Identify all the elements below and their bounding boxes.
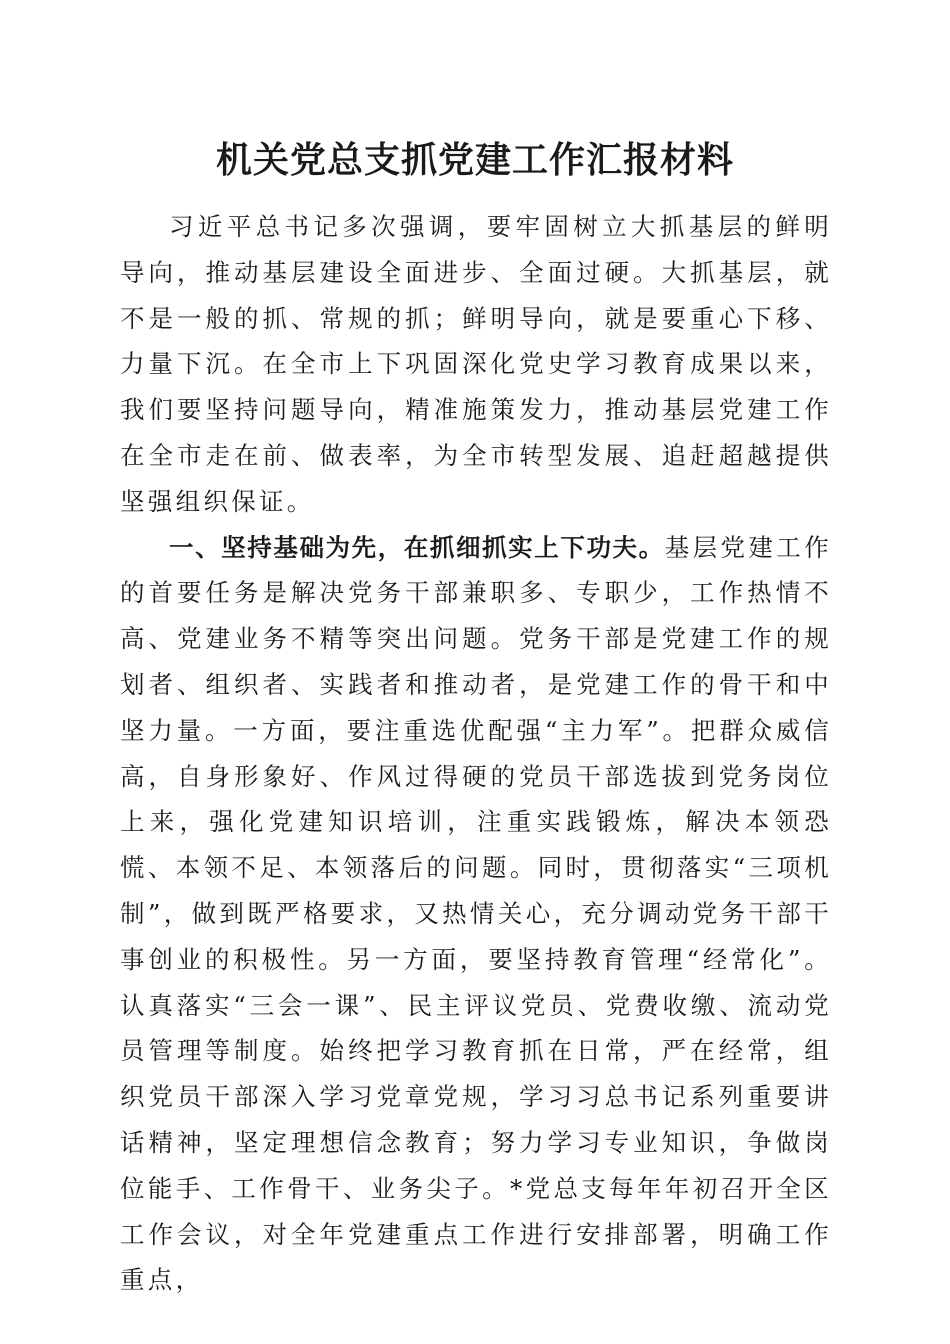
section-1-text: 基层党建工作的首要任务是解决党务干部兼职多、专职少，工作热情不高、党建业务不精等突出问题。党务干部是党建工作的规划者、组织者、实践者和推动者，是党建工作的骨干和中坚力量。一方面，要注重选优配强“主力军”。把群众威信高，自身形象好、作风过得硬的党员干部选拔到党务岗位上来，强化党建知识培训，注重实践锻炼，解决本领恐慌、本领不足、本领落后的问题。同时，贯彻落实“三项机制”，做到既严格要求，又热情关心，充分调动党务干部干事创业的积极性。另一方面，要坚持教育管理“经常化”。认真落实“三会一课”、民主评议党员、党费收缴、流动党员管理等制度。始终把学习教育抓在日常，严在经常，组织党员干部深入学习党章党规，学习习总书记系列重要讲话精神，坚定理想信念教育；努力学习专业知识，争做岗位能手、工作骨干、业务尖子。*党总支每年年初召开全区工作会议，对全年党建重点工作进行安排部署，明确工作重点，: [120, 532, 832, 1295]
document-title: 机关党总支抓党建工作汇报材料: [215, 139, 734, 181]
intro-paragraph: 习近平总书记多次强调，要牢固树立大抓基层的鲜明导向，推动基层建设全面进步、全面过硬。大抓基层，就不是一般的抓、常规的抓；鲜明导向，就是要重心下移、力量下沉。在全市上下巩固深化党史学习教育成果以来，我们要坚持问题导向，精准施策发力，推动基层党建工作在全市走在前、做表率，为全市转型发展、追赶超越提供坚强组织保证。: [120, 212, 832, 516]
document-body: [120, 204, 832, 1303]
section-1-paragraph: [120, 525, 832, 1304]
section-1-heading: 一、坚持基础为先，在抓细抓实上下功夫。: [169, 532, 665, 562]
